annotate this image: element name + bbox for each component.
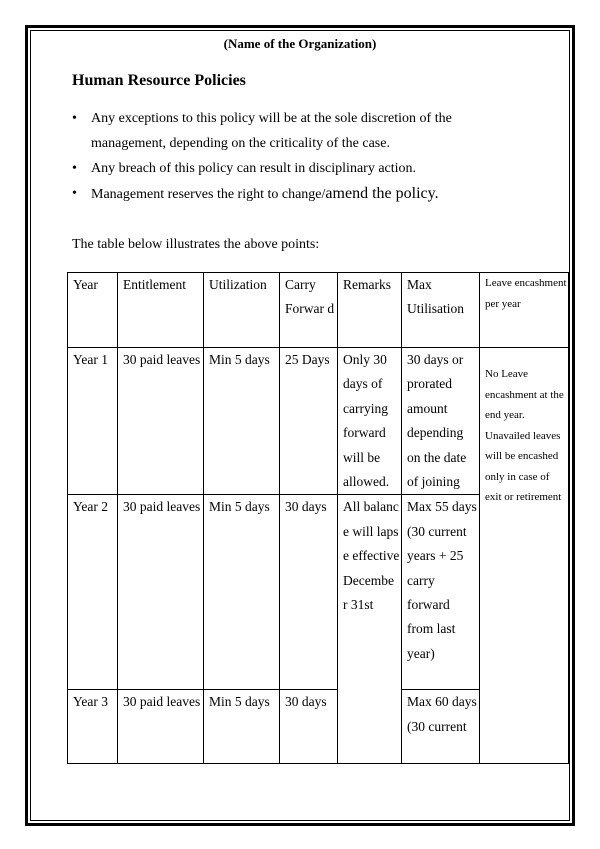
cell-utilization: Min 5 days [204,495,280,690]
cell-max-utilisation: 30 days or prorated amount depending on the date of joining [402,348,480,495]
cell-utilization: Min 5 days [204,690,280,764]
cell-carry-forward: 30 days [280,690,338,764]
table-header-row [68,273,569,348]
cell-spacer [485,348,568,352]
bullet-text: Any breach of this policy can result in disciplinary action. [91,161,417,176]
cell-year: Year 2 [68,495,118,690]
cell-year: Year 3 [68,690,118,764]
cell-year: Year 1 [68,348,118,495]
col-header-remarks: Remarks [338,273,402,348]
bullet-icon: • [72,111,77,126]
section-heading: Human Resource Policies [72,72,246,89]
table-intro: The table below illustrates the above points: [72,237,320,252]
cell-entitlement: 30 paid leaves [118,690,204,764]
cell-entitlement: 30 paid leaves [118,348,204,495]
cell-max-utilisation: Max 60 days (30 current [402,690,480,764]
bullet-icon: • [72,161,77,176]
col-header-carry-forward: Carry Forwar d [280,273,338,348]
encashment-note: No Leave encashment at the end year. Unavailed leaves will be encashed only in case of exit or retirement [485,368,564,503]
organization-name: (Name of the Organization) [223,36,377,51]
bullet-item [70,106,510,156]
col-header-max-utilisation: Max Utilisation [402,273,480,348]
bullet-text: Management reserves the right to change/ [91,187,326,202]
cell-carry-forward: 30 days [280,495,338,690]
leave-policy-table [67,272,569,764]
cell-remarks-year1: Only 30 days of carrying forward will be allowed. [338,348,402,495]
bullet-text: Any exceptions to this policy will be at the sole discretion of the management, depending on the criticality of the case. [91,111,452,151]
cell-leave-encashment [480,348,569,764]
cell-max-utilisation: Max 55 days (30 current years + 25 carry forward from last year) [402,495,480,690]
table-row [68,348,569,495]
bullet-icon: • [72,186,77,201]
cell-entitlement: 30 paid leaves [118,495,204,690]
cell-utilization: Min 5 days [204,348,280,495]
bullet-item [70,156,510,181]
col-header-leave-encashment: Leave encashment per year [480,273,569,348]
cell-carry-forward: 25 Days [280,348,338,495]
policy-bullet-list [70,106,510,207]
cell-remarks-year2: All balance will lapse effective Decembe r 31st [338,495,402,764]
col-header-utilization: Utilization [204,273,280,348]
bullet-text-tail: amend the policy. [325,185,439,202]
bullet-item [70,181,510,207]
col-header-entitlement: Entitlement [118,273,204,348]
col-header-year: Year [68,273,118,348]
